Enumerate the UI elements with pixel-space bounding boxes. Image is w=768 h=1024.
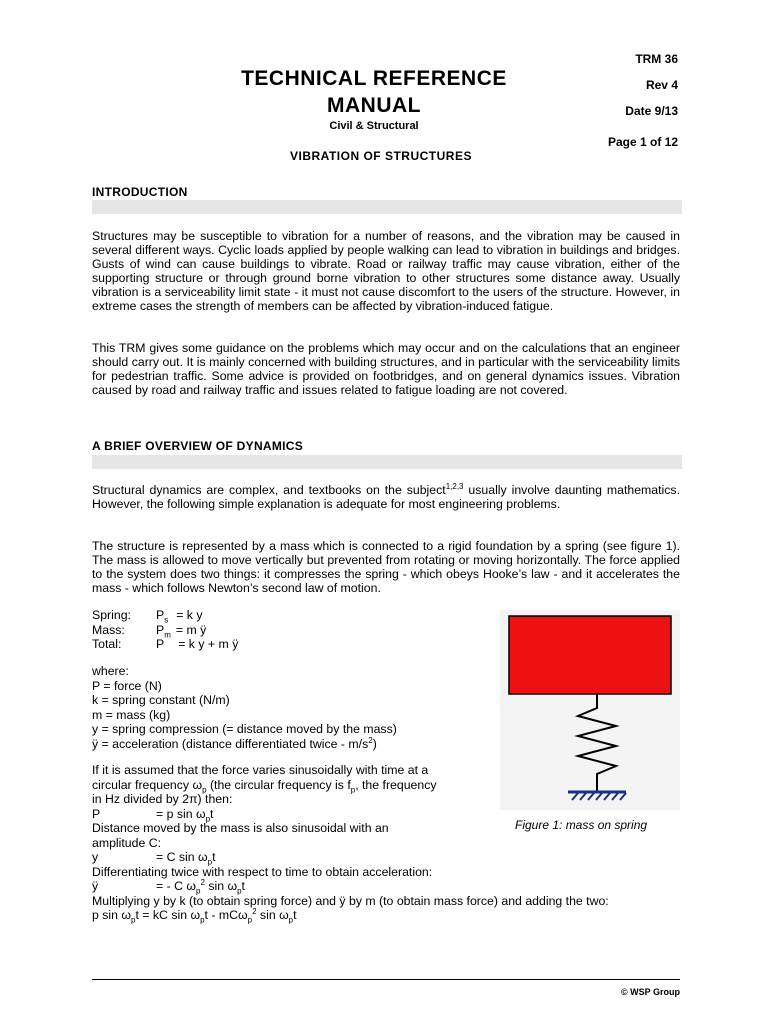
spring-coil	[578, 694, 616, 792]
multiply-text: Multiplying y by k (to obtain spring force) and ÿ by m (to obtain mass force) and adding the two:	[92, 893, 609, 908]
overview-text: Structural dynamics are complex, and textbooks on the subject	[92, 483, 446, 497]
figure-mass-on-spring	[500, 610, 680, 810]
section-heading-introduction: INTRODUCTION	[92, 185, 188, 199]
definition-compression: y = spring compression (= distance moved by the mass)	[92, 722, 397, 736]
equation-mass: Mass: $P_m = m$ ÿ	[92, 622, 207, 639]
document-title: VIBRATION OF STRUCTURES	[290, 149, 472, 163]
differentiate-text: Differentiating twice with respect to time to obtain acceleration:	[92, 864, 433, 879]
section-divider-bar	[92, 455, 682, 469]
citation-superscript: 1,2,3	[445, 481, 464, 491]
sinus-text-line2: circular frequency $\omega_p$ (the circular frequency is $f_p$, the frequency	[92, 777, 437, 794]
manual-title-line1: TECHNICAL REFERENCE	[241, 67, 507, 90]
equation-force-sinusoidal: P = p $\sin \omega_pt$	[92, 806, 214, 823]
manual-title-line2: MANUAL	[327, 94, 421, 117]
definitions-intro: where:	[92, 664, 129, 678]
trm-number: TRM 36	[635, 52, 678, 66]
ground-hatching	[572, 793, 626, 800]
definition-acceleration: ÿ = acceleration (distance differentiated twice - $m/s^2$)	[92, 735, 377, 751]
distance-text-line2: amplitude C:	[92, 835, 162, 850]
section-heading-overview: A BRIEF OVERVIEW OF DYNAMICS	[92, 439, 304, 453]
definition-mass: m = mass (kg)	[92, 707, 171, 722]
definition-spring-constant: k = spring constant (N/m)	[92, 693, 230, 707]
equation-total: Total: P = k y + m ÿ	[92, 637, 239, 651]
definition-force: P = force (N)	[92, 678, 162, 693]
intro-paragraph-1	[92, 229, 680, 313]
intro-paragraph-2	[92, 341, 680, 397]
overview-paragraph-2-text: The structure is represented by a mass which is connected to a rigid foundation by a spring (see figure 1). The mass is allowed to move vertically but prevented from rotating or moving horizontally. The force applied to the system does two things: it compresses the spring - which obeys Hooke’s law - and it accelerates the mass - which follows Newton’s second law of motion.	[92, 539, 680, 595]
figure-caption: Figure 1: mass on spring	[515, 818, 648, 832]
definitions-list	[92, 664, 397, 751]
overview-paragraph-2	[92, 539, 680, 595]
date: Date 9/13	[625, 104, 678, 118]
sinus-text-line1: If it is assumed that the force varies sinusoidally with time at a	[92, 763, 429, 777]
revision: Rev 4	[645, 78, 678, 92]
equation-combined: p $\sin \omega_pt$ = kC $\sin \omega_pt - mC\omega_p^2$ $\sin \omega_pt$	[92, 906, 297, 925]
equation-displacement: y = C $\sin \omega_pt$	[92, 850, 216, 867]
sinus-text-line3: in Hz divided by 2π) then:	[92, 792, 233, 806]
equation-block	[92, 608, 238, 652]
section-divider-bar	[92, 200, 682, 214]
manual-subtitle: Civil & Structural	[329, 120, 419, 132]
overview-text: usually involve daunting mathematics. However, the following simple explanation is adequate for most engineering problems.	[92, 483, 680, 511]
equation-acceleration: ÿ = - C $\omega_p^2$ $\sin \omega_pt$	[92, 877, 245, 896]
overview-paragraph-1	[92, 483, 680, 511]
intro-paragraph-2-text: This TRM gives some guidance on the problems which may occur and on the calculations that an engineer should carry out. It is mainly concerned with building structures, and in particular with the serviceability limits for pedestrian traffic. Some advice is provided on footbridges, and on general dynamics issues. Vibration caused by road and railway traffic and issues related to fatigue loading are not covered.	[92, 341, 680, 397]
page-number: Page 1 of 12	[607, 135, 678, 149]
equation-spring: Spring: $P_s = k$ y	[92, 608, 203, 625]
distance-text-line1: Distance moved by the mass is also sinusoidal with an	[92, 821, 389, 835]
footer-rule	[92, 979, 680, 980]
intro-paragraph-1-text: Structures may be susceptible to vibration for a number of reasons, and the vibration may be caused in several different ways. Cyclic loads applied by people walking can lead to vibration in buildings and bridges. Gusts of wind can cause buildings to vibrate. Road or railway traffic may cause vibration, either of the supporting structure or through ground borne vibration to other structures some distance away. Usually vibration is a serviceability limit state - it must not cause discomfort to the users of the structure. However, in extreme cases the strength of members can be affected by vibration-induced fatigue.	[92, 229, 680, 313]
copyright: © WSP Group	[621, 987, 680, 997]
mass-block	[509, 616, 671, 694]
mass-spring-diagram	[500, 610, 680, 810]
